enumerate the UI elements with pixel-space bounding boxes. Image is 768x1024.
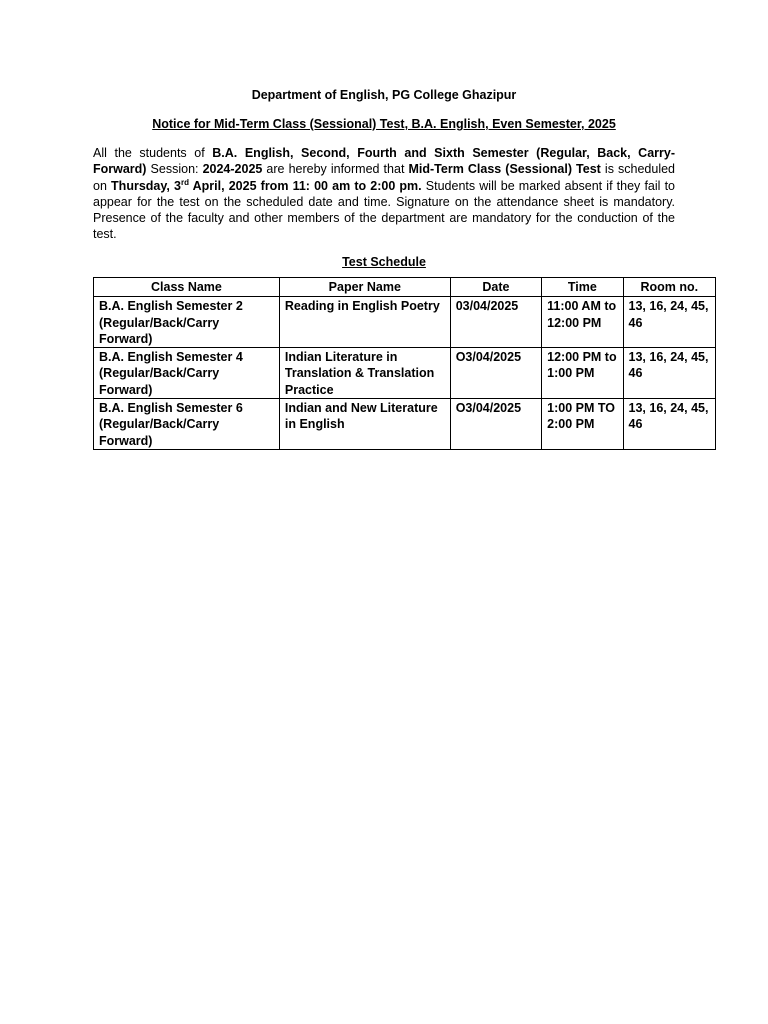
cell-paper-name: Indian and New Literature in English: [279, 399, 450, 450]
body-bold-3: Mid-Term Class (Sessional) Test: [408, 162, 601, 177]
cell-room-no: 13, 16, 24, 45, 46: [623, 399, 715, 450]
body-bold-5: April, 2025 from 11: 00 am to 2:00 pm.: [188, 178, 422, 193]
cell-date: O3/04/2025: [450, 348, 541, 399]
table-row: [94, 348, 716, 399]
body-text-1: All the students of: [93, 146, 213, 160]
cell-class-name: B.A. English Semester 2 (Regular/Back/Carry Forward): [94, 297, 280, 348]
table-row: [94, 399, 716, 450]
header-paper-name: Paper Name: [279, 278, 450, 297]
body-text-5: Students will be marked absent if they fail to appear for the test on the scheduled date and time. Signature on the attendance sheet is mandatory. Presence of the faculty and other members of the department are mandatory for the conduction of the test.: [93, 178, 675, 242]
cell-date: 03/04/2025: [450, 297, 541, 348]
cell-paper-name: Indian Literature in Translation & Translation Practice: [279, 348, 450, 399]
header-date: Date: [450, 278, 541, 297]
cell-room-no: 13, 16, 24, 45, 46: [623, 297, 715, 348]
body-text-2: Session:: [146, 162, 203, 177]
cell-room-no: 13, 16, 24, 45, 46: [623, 348, 715, 399]
body-bold-1: B.A. English, Second, Fourth and Sixth Semester (Regular, Back, Carry-Forward): [93, 146, 676, 177]
cell-class-name: B.A. English Semester 6 (Regular/Back/Carry Forward): [94, 399, 280, 450]
notice-title: Notice for Mid-Term Class (Sessional) Test, B.A. English, Even Semester, 2025: [152, 117, 616, 131]
cell-time: 1:00 PM TO 2:00 PM: [542, 399, 623, 450]
schedule-table: [93, 277, 716, 450]
body-text-4: is scheduled on: [93, 162, 676, 193]
header-class-name: Class Name: [94, 278, 280, 297]
body-ordinal-suffix: rd: [180, 177, 189, 187]
cell-date: O3/04/2025: [450, 399, 541, 450]
table-row: [94, 297, 716, 348]
header-room-no: Room no.: [623, 278, 715, 297]
schedule-title: Test Schedule: [342, 255, 426, 269]
body-bold-2: 2024-2025: [202, 162, 263, 177]
cell-class-name: B.A. English Semester 4 (Regular/Back/Carry Forward): [94, 348, 280, 399]
header-time: Time: [542, 278, 623, 297]
table-header-row: [94, 278, 716, 297]
department-title: Department of English, PG College Ghazipur: [251, 88, 517, 102]
cell-paper-name: Reading in English Poetry: [279, 297, 450, 348]
body-bold-4: Thursday, 3: [111, 178, 181, 193]
cell-time: 12:00 PM to 1:00 PM: [542, 348, 623, 399]
cell-time: 11:00 AM to 12:00 PM: [542, 297, 623, 348]
body-text-3: are hereby informed that: [262, 162, 409, 177]
notice-body: [93, 145, 675, 243]
